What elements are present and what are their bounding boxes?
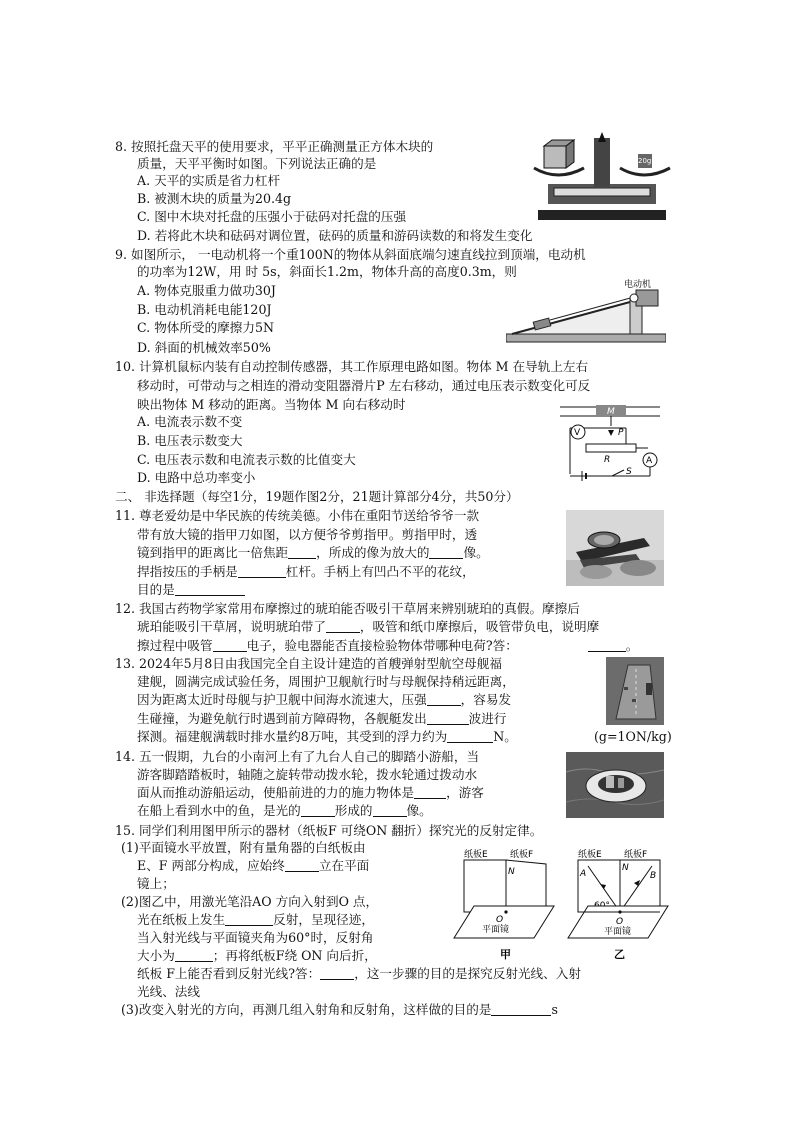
- incline-motor-figure: [506, 278, 666, 344]
- label-s: S: [626, 467, 632, 477]
- q14-line4-part3: 像。: [406, 803, 432, 818]
- jia-n-label: N: [508, 867, 515, 877]
- q8-stem-line1: 8. 按照托盘天平的使用要求，平平正确测量正方体木块的: [115, 139, 434, 154]
- q11-line3: [137, 545, 489, 561]
- q11-line5-part1: 目的是: [137, 582, 175, 597]
- jia-board-f-label: 纸板F: [510, 850, 534, 860]
- q15-part2-line5: [137, 966, 581, 982]
- label-p: P: [618, 428, 624, 438]
- yi-n-label: N: [622, 863, 629, 873]
- q12-line3-end: 。: [625, 638, 639, 653]
- q9-option-c: C. 物体所受的摩擦力5N: [137, 320, 274, 335]
- q13-g-note: (g=1ON/kg): [594, 729, 672, 744]
- jia-o-label: O: [496, 915, 504, 925]
- q11-blank-4[interactable]: [175, 583, 245, 596]
- q11-line3-part3: 像。: [463, 545, 489, 560]
- q15-part1-line2-a: E、F 两部分构成，应始终: [137, 858, 285, 873]
- q14-line2: 游客脚踏踏板时，轴随之旋转带动拨水轮，拨水轮通过拨动水: [137, 767, 478, 782]
- yi-o-label: O: [616, 917, 624, 927]
- q12-line3-part2: 电子，验电器能否直接检验物体带哪种电荷?答：: [246, 638, 518, 653]
- q15-part1-line2: [137, 858, 369, 874]
- q12-blank-2[interactable]: [213, 639, 247, 652]
- q11-blank-2[interactable]: [429, 546, 463, 559]
- q15-stem: 15. 同学们利用图甲所示的器材（纸板F 可绕ON 翻折）探究光的反射定律。: [115, 823, 543, 838]
- q15-part2-line6: 光线、法线: [137, 984, 200, 999]
- jia-mirror-label: 平面镜: [482, 925, 510, 935]
- q14-line4-part1: 在船上看到水中的鱼，是光的: [137, 803, 301, 818]
- aircraft-carrier-photo: [606, 657, 664, 725]
- q12-line2-part2: ，吸管和纸巾摩擦后，吸管带负电，说明摩: [359, 619, 600, 634]
- q15-part1-line3: 镜上；: [137, 876, 175, 891]
- q8-option-a: A. 天平的实质是省力杠杆: [137, 173, 281, 188]
- label-r: R: [604, 455, 611, 465]
- q15-blank-5[interactable]: [491, 1003, 551, 1016]
- q13-line4-part1: 生碰撞，为避免航行时遇到前方障碍物，各舰艇发出: [137, 711, 427, 726]
- q15-part2-line2: [137, 912, 374, 928]
- yi-board-e-label: 纸板E: [578, 850, 602, 860]
- q15-blank-4[interactable]: [320, 967, 354, 980]
- yi-mirror-label: 平面镜: [604, 927, 632, 937]
- q9-option-a: A. 物体克服重力做功30J: [137, 283, 276, 298]
- yi-a-label: A: [580, 869, 587, 879]
- q11-blank-1[interactable]: [288, 546, 316, 559]
- q14-line3: [137, 785, 484, 801]
- q15-blank-3[interactable]: [175, 949, 213, 962]
- balance-figure: [528, 132, 676, 224]
- q13-line4: [137, 711, 506, 727]
- q12-line2-part1: 琥珀能吸引干草屑，说明琥珀带了: [137, 619, 326, 634]
- q12-line3-part1: 擦过程中吸管: [137, 638, 213, 653]
- q9-option-b: B. 电动机消耗电能120J: [137, 302, 272, 317]
- q10-option-d: D. 电路中总功率变小: [137, 470, 256, 485]
- q12-blank-3[interactable]: [588, 639, 626, 652]
- q9-stem-line2: 的功率为12W，用 时 5s，斜面长1.2m，物体升高的高度0.3m，则: [137, 264, 517, 279]
- q11-line4-part1: 捍指按压的手柄是: [137, 564, 238, 579]
- q10-stem-line3: 映出物体 M 移动的距离。当物体 M 向右移动时: [137, 397, 406, 412]
- yi-b-label: B: [650, 871, 657, 881]
- q15-blank-2[interactable]: [225, 913, 273, 926]
- q15-part2-line3: 当入射光线与平面镜夹角为60°时，反射角: [137, 930, 374, 945]
- yi-caption: 乙: [614, 948, 625, 961]
- q11-line5: [137, 582, 245, 598]
- q13-line3-part2: ，容易发: [460, 692, 512, 707]
- q15-part2-line2-b: 反射，呈现径迹，: [273, 912, 374, 927]
- q15-part3-line1-a: (3)改变入射光的方向，再测几组入射角和反射角，这样做的目的是: [121, 1002, 492, 1017]
- q8-option-d: D. 若将此木块和砝码对调位置，砝码的质量和游码读数的和将发生变化: [137, 228, 533, 243]
- q8-stem-line2: 质量，天平平衡时如图。下列说法正确的是: [137, 156, 377, 171]
- q14-blank-3[interactable]: [373, 804, 407, 817]
- q12-blank-1[interactable]: [326, 620, 360, 633]
- q14-line3-part1: 面从而推动游船运动，使船前进的力的施力物体是: [137, 785, 415, 800]
- q12-line2: [137, 619, 599, 635]
- q15-part2-line4-a: 大小为: [137, 948, 175, 963]
- q15-part3-line1-b: s: [551, 1002, 558, 1017]
- jia-caption: 甲: [500, 948, 511, 961]
- section2-title: 二、 非选择题（每空1分，19题作图2分，21题计算部分4分，共50分）: [115, 489, 519, 504]
- q10-stem-line2: 移动时，可带动与之相连的滑动变阻器滑片P 左右移动，通过电压表示数变化可反: [137, 378, 591, 393]
- q13-blank-2[interactable]: [427, 712, 469, 725]
- q14-blank-1[interactable]: [414, 786, 446, 799]
- label-v: V: [574, 428, 581, 438]
- q13-blank-3[interactable]: [447, 730, 493, 743]
- q12-line3: [137, 638, 638, 654]
- q9-option-d: D. 斜面的机械效率50%: [137, 340, 271, 355]
- q13-line3: [137, 692, 511, 708]
- q15-blank-1[interactable]: [285, 859, 319, 872]
- q13-line2: 建舰，圆满完成试验任务，周围护卫舰航行时与母舰保持稍远距离，: [137, 674, 515, 689]
- q13-blank-1[interactable]: [427, 693, 461, 706]
- q13-line5-part2: N。: [493, 729, 517, 744]
- q15-part1-line1: (1)平面镜水平放置，附有量角器的白纸板由: [121, 840, 366, 855]
- q10-option-a: A. 电流表示数不变: [137, 414, 243, 429]
- q13-line5: [137, 729, 517, 745]
- q9-stem-line1: 9. 如图所示， 一电动机将一个重100N的物体从斜面底端匀速直线拉到顶端，电动机: [115, 247, 586, 262]
- paddle-boat-photo: [566, 752, 664, 818]
- q14-line4-part2: 形成的: [334, 803, 373, 818]
- q8-option-c: C. 图中木块对托盘的压强小于砝码对托盘的压强: [137, 209, 407, 224]
- q8-option-b: B. 被测木块的质量为20.4g: [137, 191, 292, 206]
- label-m: M: [607, 407, 615, 417]
- q15-part2-line5-b: ，这一步骤的目的是探究反射光线、入射: [354, 966, 581, 981]
- q15-part2-line4: [137, 948, 377, 964]
- q14-line3-part2: ，游客: [446, 785, 484, 800]
- q13-line5-part1: 探测。福建舰满载时排水量约8万吨，其受到的浮力约为: [137, 729, 448, 744]
- label-a: A: [646, 456, 653, 466]
- q15-part3-line1: [121, 1002, 558, 1018]
- yi-board-f-label: 纸板F: [624, 850, 648, 860]
- q14-line1: 14. 五一假期，九台的小南河上有了九台人自己的脚踏小游船，当: [115, 749, 480, 764]
- reflection-figure-yi: [564, 846, 674, 964]
- q15-part2-line4-b: ；再将纸板F绕 ON 向后折，: [212, 948, 377, 963]
- q15-part2-line2-a: 光在纸板上发生: [137, 912, 226, 927]
- reflection-figure-jia: [450, 846, 560, 964]
- q15-part2-line1: (2)图乙中，用激光笔沿AO 方向入射到O 点，: [121, 894, 379, 909]
- q11-line3-part2: ，所成的像为放大的: [316, 545, 430, 560]
- sensor-circuit-figure: [556, 402, 664, 484]
- q12-line1: 12. 我国古药物学家常用布摩擦过的琥珀能否吸引干草屑来辨别琥珀的真假。摩擦后: [115, 601, 580, 616]
- q10-option-c: C. 电压表示数和电流表示数的比值变大: [137, 452, 356, 467]
- jia-board-e-label: 纸板E: [464, 850, 488, 860]
- q11-line3-part1: 镜到指甲的距离比一倍焦距: [137, 545, 289, 560]
- q11-line1: 11. 尊老爱幼是中华民族的传统美德。小伟在重阳节送给爷爷一款: [115, 508, 480, 523]
- q14-line4: [137, 803, 432, 819]
- q13-line3-part1: 因为距离太近时母舰与护卫舰中间海水流速大，压强: [137, 692, 427, 707]
- q13-line1: 13. 2024年5月8日由我国完全自主设计建造的首艘弹射型航空母舰福: [115, 656, 502, 671]
- q15-part1-line2-b: 立在平面: [318, 858, 370, 873]
- motor-label: 电动机: [624, 280, 652, 290]
- q15-part2-line5-a: 纸板 F上能否看到反射光线?答：: [137, 966, 321, 981]
- weight-label: 20g: [638, 157, 652, 165]
- q14-blank-2[interactable]: [301, 804, 335, 817]
- q11-line4-part2: 杠杆。手柄上有凹凸不平的花纹，: [285, 564, 475, 579]
- q11-line4: [137, 564, 475, 580]
- q10-option-b: B. 电压表示数变大: [137, 433, 243, 448]
- q10-stem-line1: 10. 计算机鼠标内装有自动控制传感器，其工作原理电路如图。物体 M 在导轨上左右: [115, 359, 589, 374]
- nail-clipper-photo: [566, 510, 664, 586]
- q11-blank-3[interactable]: [238, 565, 286, 578]
- q13-line4-part2: 波进行: [468, 711, 507, 726]
- q11-line2: 带有放大镜的指甲刀如图，以方便爷爷剪指甲。剪指甲时，透: [137, 527, 478, 542]
